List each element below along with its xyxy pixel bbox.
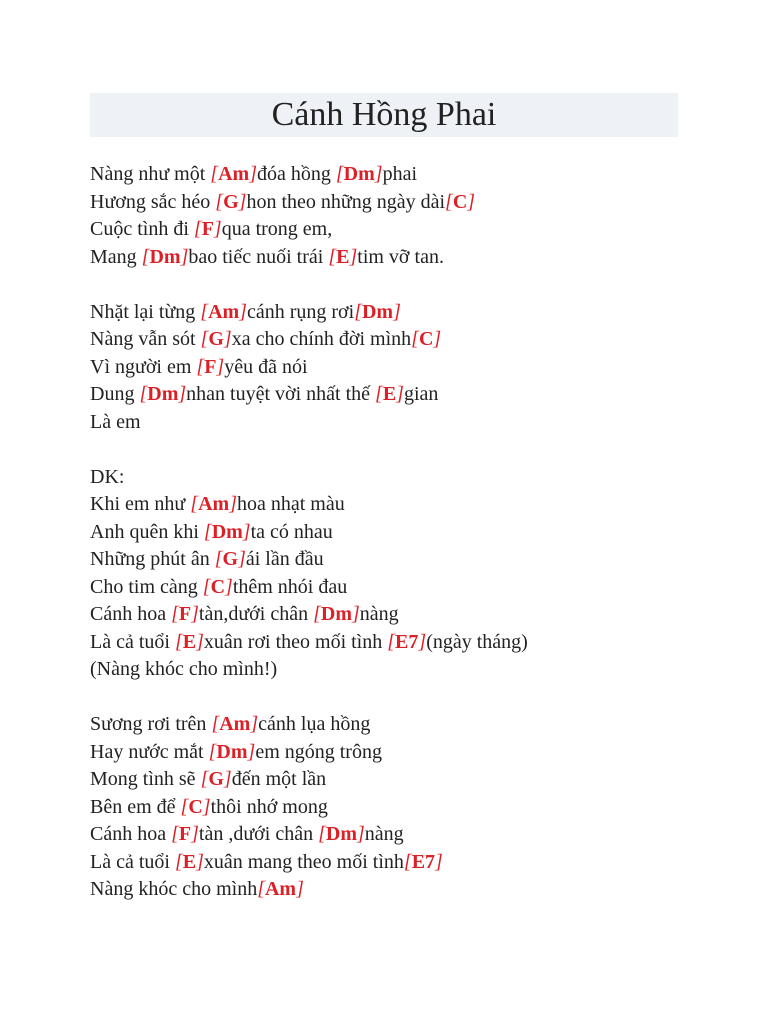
chord-label: E7	[395, 630, 419, 653]
lyric-text: hoa nhạt màu	[236, 493, 345, 515]
chord-bracket-open: [	[354, 300, 362, 323]
chord-bracket-close: ]	[250, 713, 259, 735]
chord-bracket-close: ]	[349, 245, 358, 268]
lyric-text: xuân mang theo mối tình	[203, 850, 404, 873]
lyric-text: Vì người em	[90, 355, 197, 378]
chord-bracket-open: [	[411, 328, 419, 350]
lyric-text: xuân rơi theo mối tình	[203, 630, 388, 653]
lyric-text: Nàng vẫn sót	[90, 328, 201, 350]
lyric-text: nàng	[364, 823, 404, 845]
lyric-text: Cánh hoa	[90, 823, 172, 845]
lyric-line	[90, 711, 730, 739]
chord-label: Dm	[216, 740, 248, 763]
lyric-text: xa cho chính đời mình	[231, 328, 412, 350]
chord-label: E7	[411, 850, 436, 873]
chord-bracket-close: ]	[178, 383, 187, 405]
chord-bracket-close: ]	[191, 603, 199, 625]
lyric-text: đóa hồng	[256, 163, 336, 185]
chord-bracket-close: ]	[433, 328, 442, 350]
chord-bracket-open: [	[141, 245, 150, 268]
chord-bracket-close: ]	[180, 245, 189, 268]
chord-label: Am	[208, 300, 240, 323]
blank-line	[90, 271, 730, 299]
chord-bracket-close: ]	[247, 740, 256, 763]
chord-bracket-close: ]	[393, 300, 401, 323]
chord-label: Dm	[149, 245, 181, 268]
chord-bracket-open: [	[335, 163, 344, 185]
lyric-line	[90, 189, 730, 217]
lyric-line	[90, 739, 730, 767]
chord-bracket-close: ]	[229, 493, 237, 515]
chord-bracket-open: [	[200, 300, 209, 323]
chord-bracket-open: [	[387, 630, 396, 653]
title-bar	[90, 93, 678, 137]
lyric-text: Những phút ân	[90, 548, 215, 570]
lyric-text: ái lần đầu	[245, 548, 324, 570]
chord-label: Dm	[325, 823, 357, 845]
blank-line	[90, 436, 730, 464]
chord-bracket-open: [	[203, 520, 212, 543]
chord-label: Dm	[361, 300, 394, 323]
lyric-text: yêu đã nói	[224, 355, 308, 378]
lyric-text: Là cả tuổi	[90, 630, 175, 653]
lyric-text: thôi nhớ mong	[210, 795, 328, 818]
lyric-line	[90, 766, 730, 794]
chord-label: Dm	[211, 520, 243, 543]
chord-bracket-open: [	[211, 713, 220, 735]
lyric-line	[90, 656, 730, 684]
lyric-line	[90, 601, 730, 629]
chord-bracket-close: ]	[351, 603, 360, 625]
chord-label: Dm	[147, 383, 179, 405]
chord-bracket-close: ]	[435, 850, 443, 873]
chord-bracket-close: ]	[239, 300, 247, 323]
chord-bracket-open: [	[215, 190, 224, 213]
blank-line	[90, 684, 730, 712]
chord-label: Dm	[320, 603, 352, 625]
chord-label: C	[418, 328, 434, 350]
song-title: Cánh Hồng Phai	[271, 96, 497, 133]
lyric-text: tim vỡ tan.	[357, 245, 444, 268]
chord-label: E	[182, 630, 197, 653]
chord-bracket-close: ]	[223, 768, 232, 790]
lyric-text: đến một lần	[231, 768, 327, 790]
lyric-line	[90, 381, 730, 409]
chord-label: F	[201, 218, 214, 240]
chord-label: Am	[264, 878, 297, 900]
lyric-text: (ngày tháng)	[426, 630, 528, 653]
chord-bracket-open: [	[313, 603, 321, 625]
lyric-line	[90, 876, 730, 904]
lyric-line	[90, 244, 730, 272]
lyric-line	[90, 546, 730, 574]
chord-bracket-close: ]	[196, 850, 204, 873]
lyric-text: tàn,dưới chân	[198, 603, 314, 625]
chord-bracket-close: ]	[191, 823, 199, 845]
chord-bracket-open: [	[257, 878, 265, 900]
lyric-line	[90, 354, 730, 382]
lyric-text: Nàng như một	[90, 163, 211, 185]
chord-bracket-close: ]	[238, 548, 246, 570]
lyric-line	[90, 299, 730, 327]
chord-bracket-open: [	[174, 850, 183, 873]
lyric-text: Hay nước mắt	[90, 740, 209, 763]
lyric-text: nhan tuyệt vời nhất thế	[186, 383, 376, 405]
lyric-text: Là em	[90, 410, 141, 433]
chord-bracket-close: ]	[467, 190, 476, 213]
lyric-text: Cuộc tình đi	[90, 218, 194, 240]
chord-bracket-open: [	[375, 383, 383, 405]
chord-label: C	[452, 190, 468, 213]
lyric-text: bao tiếc nuối trái	[188, 245, 329, 268]
lyric-line	[90, 519, 730, 547]
lyric-text: DK:	[90, 465, 125, 488]
lyric-text: Cánh hoa	[90, 603, 172, 625]
lyric-text: Mong tình sẽ	[90, 768, 201, 790]
chord-bracket-close: ]	[196, 630, 204, 653]
lyric-text: Khi em như	[90, 493, 191, 515]
chord-bracket-close: ]	[296, 878, 304, 900]
lyric-text: Cho tim càng	[90, 575, 203, 598]
lyric-text: Hương sắc héo	[90, 190, 216, 213]
chord-bracket-open: [	[318, 823, 326, 845]
lyric-text: thêm nhói đau	[232, 575, 348, 598]
lyric-text: hon theo những ngày dài	[246, 190, 446, 213]
lyric-text: qua trong em,	[221, 218, 333, 240]
chord-label: Dm	[343, 163, 375, 185]
lyric-text: Sương rơi trên	[90, 713, 212, 735]
chord-bracket-close: ]	[202, 795, 211, 818]
chord-label: Am	[198, 493, 230, 515]
lyric-text: Nàng khóc cho mình	[90, 878, 258, 900]
chord-label: F	[178, 603, 192, 625]
chord-bracket-open: [	[196, 355, 205, 378]
chord-label: C	[210, 575, 226, 598]
chord-label: Am	[218, 163, 250, 185]
chord-bracket-open: [	[180, 795, 189, 818]
chord-bracket-close: ]	[216, 355, 225, 378]
chord-bracket-open: [	[214, 548, 223, 570]
chord-bracket-open: [	[445, 190, 453, 213]
lyric-line	[90, 409, 730, 437]
lyric-text: Dung	[90, 383, 140, 405]
lyric-line	[90, 216, 730, 244]
chord-bracket-open: [	[171, 603, 179, 625]
chord-bracket-open: [	[328, 245, 337, 268]
chord-bracket-close: ]	[374, 163, 383, 185]
chord-label: C	[188, 795, 203, 818]
chord-bracket-close: ]	[238, 190, 247, 213]
chord-label: E	[182, 850, 197, 873]
chord-bracket-open: [	[210, 163, 219, 185]
chord-label: F	[178, 823, 192, 845]
chord-bracket-close: ]	[396, 383, 404, 405]
lyric-text: cánh lụa hồng	[258, 713, 371, 735]
lyric-text: Anh quên khi	[90, 520, 204, 543]
lyrics-body	[90, 161, 730, 904]
lyric-line	[90, 821, 730, 849]
chord-bracket-open: [	[200, 328, 209, 350]
chord-bracket-open: [	[190, 493, 199, 515]
lyric-text: em ngóng trông	[255, 740, 382, 763]
lyric-text: Là cả tuổi	[90, 850, 175, 873]
chord-label: Am	[219, 713, 251, 735]
chord-label: G	[223, 190, 239, 213]
chord-label: E	[382, 383, 397, 405]
chord-label: G	[208, 768, 224, 790]
chord-bracket-close: ]	[225, 575, 233, 598]
lyric-line	[90, 326, 730, 354]
lyric-line	[90, 849, 730, 877]
lyric-text: ta có nhau	[250, 520, 333, 543]
lyric-text: tàn ,dưới chân	[198, 823, 319, 845]
chord-bracket-open: [	[174, 630, 183, 653]
lyric-text: nàng	[359, 603, 399, 625]
chord-bracket-close: ]	[242, 520, 251, 543]
chord-bracket-close: ]	[213, 218, 222, 240]
chord-bracket-open: [	[403, 850, 412, 873]
chord-bracket-close: ]	[356, 823, 365, 845]
lyric-text: (Nàng khóc cho mình!)	[90, 658, 278, 680]
chord-bracket-open: [	[171, 823, 179, 845]
lyric-line	[90, 464, 730, 492]
lyric-line	[90, 629, 730, 657]
lyric-line	[90, 794, 730, 822]
lyric-line	[90, 574, 730, 602]
chord-bracket-open: [	[193, 218, 202, 240]
chord-bracket-open: [	[200, 768, 209, 790]
chord-label: G	[208, 328, 224, 350]
lyric-text: phai	[382, 163, 418, 185]
lyric-text: cánh rụng rơi	[246, 300, 355, 323]
lyric-line	[90, 161, 730, 189]
lyric-text: Bên em để	[90, 795, 181, 818]
chord-label: F	[204, 355, 217, 378]
chord-label: E	[336, 245, 350, 268]
chord-bracket-open: [	[139, 383, 148, 405]
chord-bracket-open: [	[208, 740, 217, 763]
lyric-text: Nhặt lại từng	[90, 300, 201, 323]
chord-bracket-open: [	[202, 575, 211, 598]
chord-label: G	[222, 548, 239, 570]
lyric-text: Mang	[90, 245, 142, 268]
lyric-line	[90, 491, 730, 519]
lyric-text: gian	[403, 383, 439, 405]
chord-bracket-close: ]	[223, 328, 232, 350]
chord-bracket-close: ]	[418, 630, 427, 653]
chord-bracket-close: ]	[249, 163, 257, 185]
